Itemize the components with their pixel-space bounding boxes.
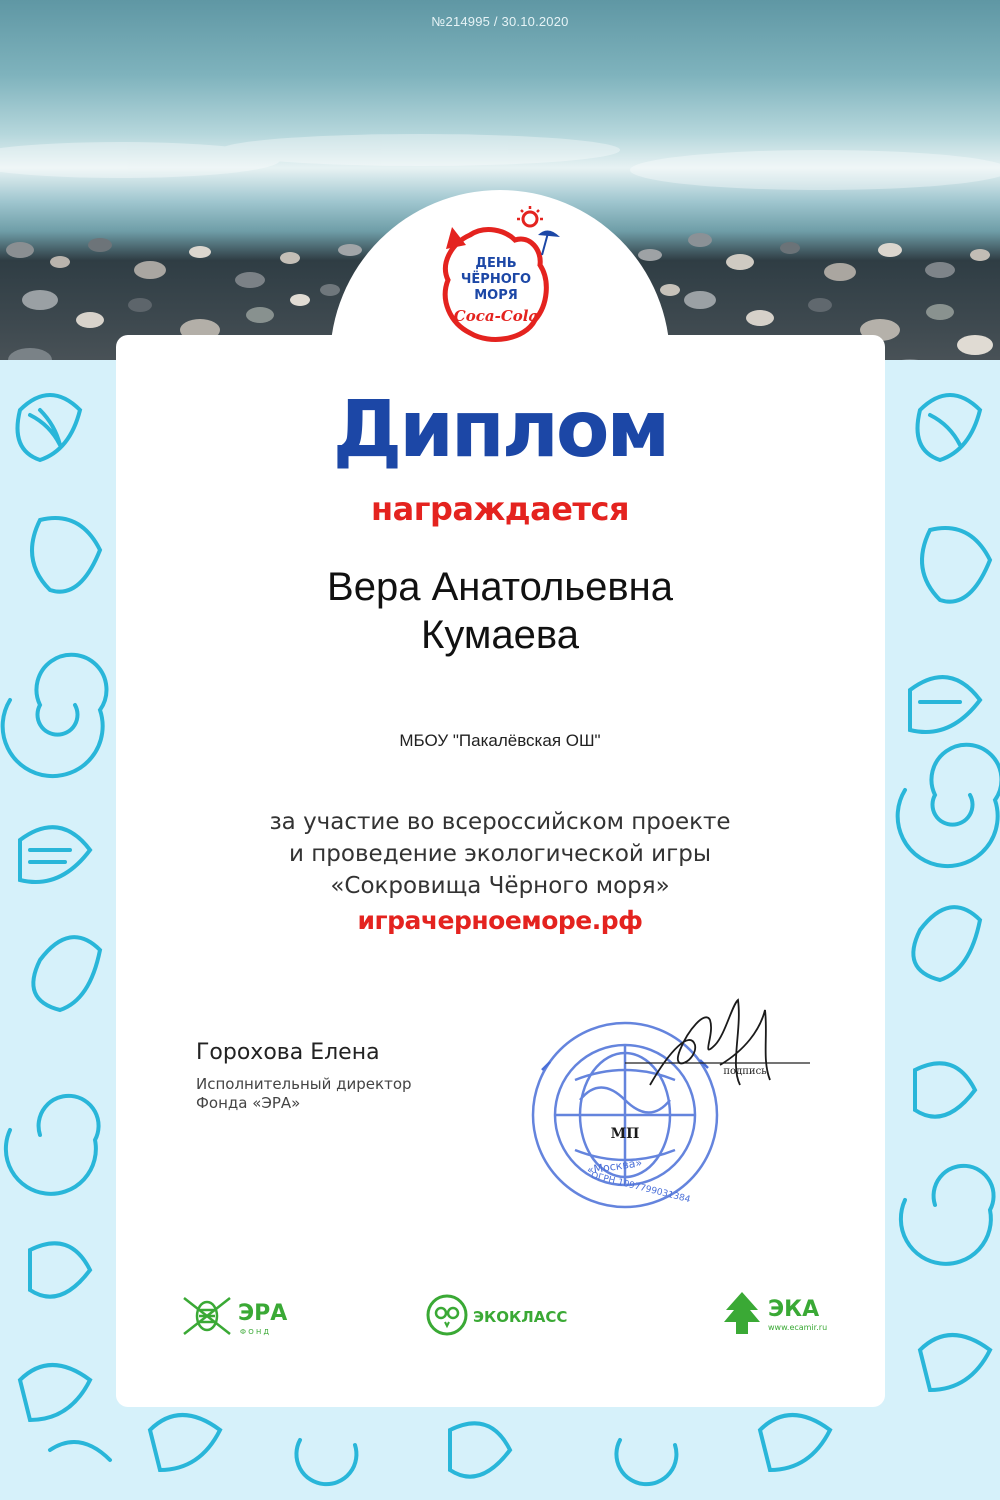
reason-line1: за участие во всероссийском проекте [269, 809, 731, 835]
partner-eka-site: www.ecamir.ru [768, 1323, 828, 1332]
awarded-label: награждается [371, 490, 629, 528]
tree-icon [724, 1292, 760, 1334]
logo-line3: МОРЯ [474, 288, 518, 303]
signer-name: Горохова Елена [196, 1040, 380, 1065]
diploma-title: Диплом [332, 385, 668, 475]
owl-eye-icon [436, 1308, 446, 1318]
reason-line3: «Сокровища Чёрного моря» [330, 873, 670, 899]
stamp-ogrn: ОГРН 1097799031384 [589, 1170, 692, 1206]
project-website: играчерноеморе.рф [357, 906, 643, 935]
signer-role-line2: Фонда «ЭРА» [196, 1094, 301, 1112]
partner-ecoclass-logo [425, 1290, 585, 1340]
logo-line2: ЧЁРНОГО [460, 272, 532, 287]
black-sea-day-logo [430, 205, 570, 355]
recipient-name [0, 563, 1000, 659]
signature-caption: подпись [723, 1066, 767, 1077]
partner-era-logo [180, 1290, 310, 1340]
seal-stamp [520, 990, 820, 1220]
partner-era-name: ЭРА [238, 1301, 288, 1326]
stamp-mp-label: МП [610, 1126, 640, 1142]
logo-line1: ДЕНЬ [475, 256, 517, 271]
organization: МБОУ "Пакалёвская ОШ" [399, 731, 601, 750]
award-reason [0, 806, 1000, 902]
stamp-city: «Москва» [586, 1156, 643, 1177]
partner-ecoclass-name: ЭКОКЛАСС [473, 1308, 568, 1326]
serial-number: №214995 / 30.10.2020 [431, 14, 569, 29]
signer-role [196, 1075, 412, 1113]
signer-role-line1: Исполнительный директор [196, 1075, 412, 1093]
coca-cola-wordmark: Coca-Cola [453, 307, 539, 325]
partner-eka-logo [722, 1290, 862, 1340]
reason-line2: и проведение экологической игры [289, 841, 711, 867]
recipient-name-line2: Кумаева [421, 613, 579, 657]
partner-eka-name: ЭКА [768, 1297, 820, 1322]
partner-era-sub: Ф О Н Д [240, 1328, 269, 1336]
recipient-name-line1: Вера Анатольевна [327, 565, 673, 609]
